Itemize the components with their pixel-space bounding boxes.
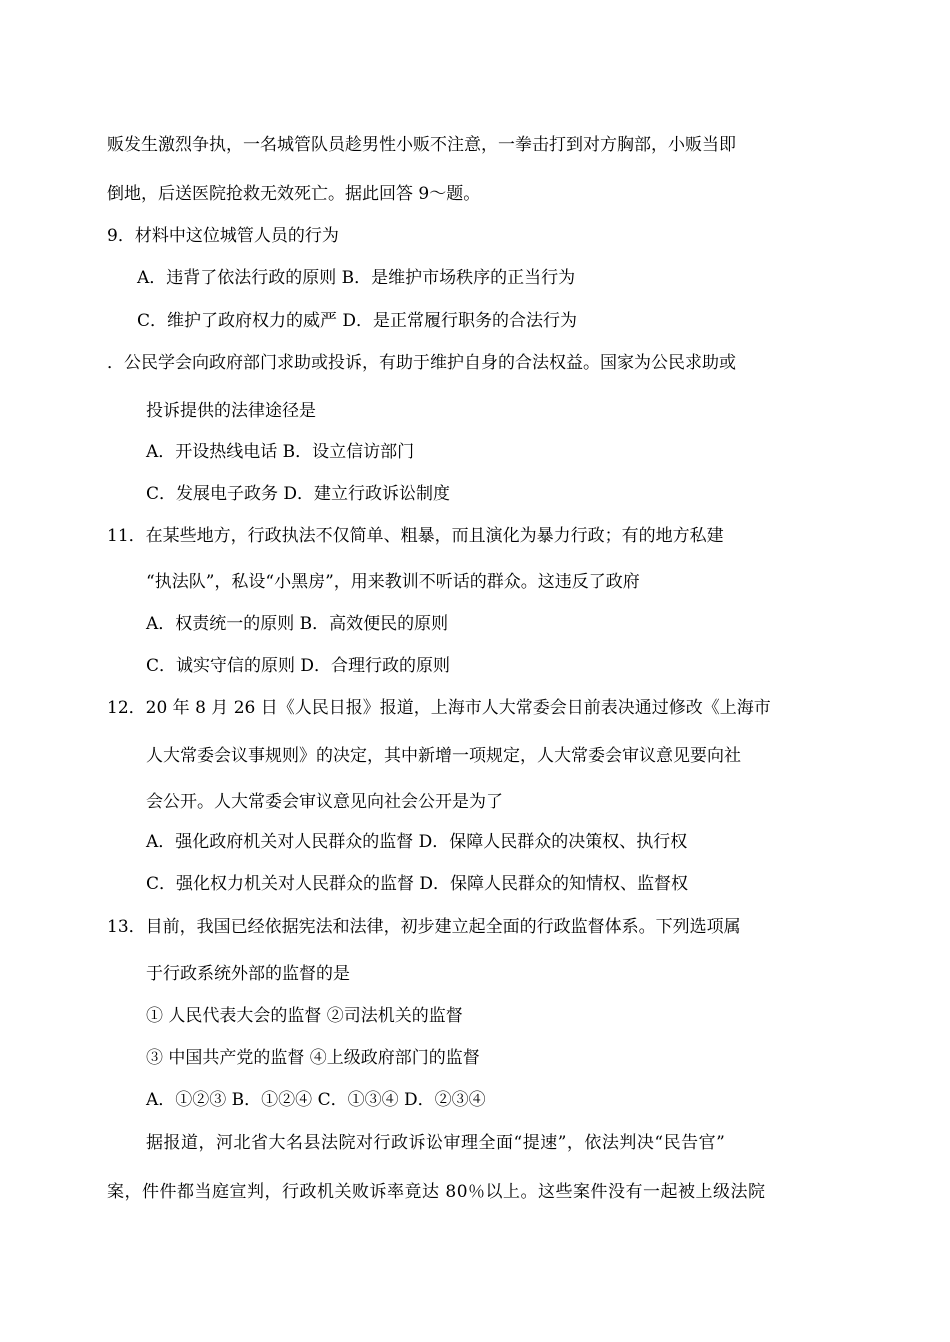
question-10-options-ab: A．开设热线电话 B．设立信访部门 [146, 442, 415, 462]
question-13-stem-cont: 于行政系统外部的监督的是 [146, 964, 350, 984]
question-13-stem: 13．目前，我国已经依据宪法和法律，初步建立起全面的行政监督体系。下列选项属 [107, 917, 741, 937]
question-9-options-ab: A．违背了依法行政的原则 B．是维护市场秩序的正当行为 [137, 268, 576, 288]
question-12-options-cd: C．强化权力机关对人民群众的监督 D．保障人民群众的知情权、监督权 [146, 874, 689, 894]
question-9-options-cd: C．维护了政府权力的威严 D．是正常履行职务的合法行为 [137, 311, 578, 331]
question-11-options-ab: A．权责统一的原则 B．高效便民的原则 [146, 614, 449, 634]
question-10-options-cd: C．发展电子政务 D．建立行政诉讼制度 [146, 484, 451, 504]
question-12-options-ab: A．强化政府机关对人民群众的监督 D．保障人民群众的决策权、执行权 [146, 832, 688, 852]
question-13-items-34: ③ 中国共产党的监督 ④上级政府部门的监督 [146, 1048, 480, 1068]
question-12-stem: 12．20 年 8 月 26 日《人民日报》报道，上海市人大常委会日前表决通过修改《上海市 [107, 698, 771, 718]
question-12-stem-cont-2: 会公开。人大常委会审议意见向社会公开是为了 [146, 792, 503, 812]
question-11-stem-cont: “执法队”，私设“小黑房”，用来教训不听话的群众。这违反了政府 [146, 572, 640, 592]
question-13-items-12: ① 人民代表大会的监督 ②司法机关的监督 [146, 1006, 463, 1026]
passage-line-1: 据报道，河北省大名县法院对行政诉讼审理全面“提速”，依法判决“民告官” [146, 1133, 726, 1153]
question-12-stem-cont-1: 人大常委会议事规则》的决定，其中新增一项规定，人大常委会审议意见要向社 [146, 746, 741, 766]
question-11-stem: 11．在某些地方，行政执法不仅简单、粗暴，而且演化为暴力行政；有的地方私建 [107, 526, 724, 546]
passage-line-2: 案，件件都当庭宣判，行政机关败诉率竟达 80％以上。这些案件没有一起被上级法院 [107, 1182, 766, 1202]
question-11-options-cd: C．诚实守信的原则 D．合理行政的原则 [146, 656, 451, 676]
text-line-2: 倒地，后送医院抢救无效死亡。据此回答 9～题。 [107, 184, 481, 204]
question-10-stem: ．公民学会向政府部门求助或投诉，有助于维护自身的合法权益。国家为公民求助或 [107, 353, 736, 373]
question-9-stem: 9．材料中这位城管人员的行为 [107, 226, 339, 246]
text-line-1: 贩发生激烈争执，一名城管队员趁男性小贩不注意，一拳击打到对方胸部，小贩当即 [107, 135, 736, 155]
question-10-stem-cont: 投诉提供的法律途径是 [146, 401, 316, 421]
question-13-options: A．①②③ B．①②④ C．①③④ D．②③④ [146, 1090, 486, 1110]
